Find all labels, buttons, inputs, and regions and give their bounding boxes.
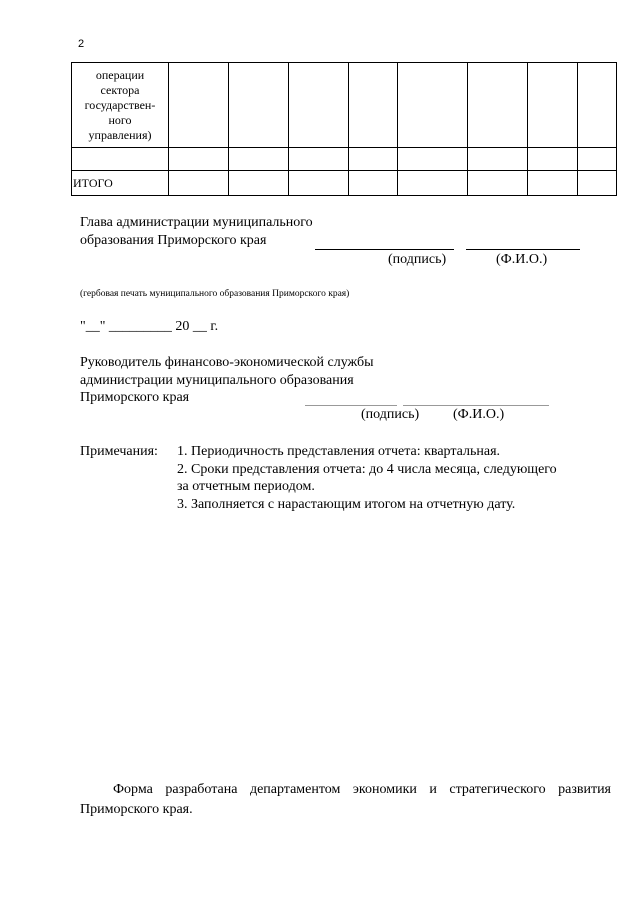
table-cell — [578, 171, 617, 196]
head-name-caption: (Ф.И.О.) — [496, 252, 548, 267]
note-item-3: 3. Заполняется с нарастающим итогом на отчетную дату. — [177, 497, 516, 512]
table-cell — [468, 63, 528, 148]
table-cell — [468, 148, 528, 171]
op-label-line: управления) — [88, 127, 152, 142]
table-cell — [349, 148, 398, 171]
head-signature-line — [315, 249, 454, 250]
head-name-line — [466, 249, 580, 250]
finance-signature-line — [305, 405, 397, 406]
table-row — [72, 63, 617, 148]
table-cell — [528, 148, 578, 171]
table-row-total — [72, 171, 617, 196]
op-label-cell — [72, 63, 169, 148]
page-number: 2 — [78, 38, 85, 50]
table-cell — [528, 63, 578, 148]
footer-text: Форма разработана департаментом экономики и стратегического развития Приморского края. — [80, 782, 611, 817]
table-cell — [289, 148, 349, 171]
table-cell — [72, 148, 169, 171]
table-cell — [578, 63, 617, 148]
table-cell — [398, 63, 468, 148]
table-cell — [398, 171, 468, 196]
op-label-line: операции — [95, 67, 145, 82]
finance-name-line — [403, 405, 549, 406]
head-title-line1: Глава администрации муниципального — [80, 215, 313, 230]
head-signature-caption: (подпись) — [388, 252, 447, 267]
table-cell — [169, 148, 229, 171]
table-cell — [528, 171, 578, 196]
table-row — [72, 148, 617, 171]
table-cell — [349, 171, 398, 196]
finance-title-line1: Руководитель финансово-экономической службы — [80, 355, 374, 370]
seal-note: (гербовая печать муниципального образования Приморского края) — [80, 289, 350, 299]
table-cell — [169, 171, 229, 196]
finance-signature-caption: (подпись) — [361, 407, 420, 422]
finance-title-line2: администрации муниципального образования — [80, 373, 354, 388]
op-label-line: сектора — [100, 82, 140, 97]
notes-label: Примечания: — [80, 444, 158, 459]
table-cell — [229, 148, 289, 171]
finance-name-caption: (Ф.И.О.) — [453, 407, 505, 422]
table-cell — [289, 63, 349, 148]
table-cell — [578, 148, 617, 171]
note-item-2-line2: за отчетным периодом. — [177, 479, 315, 494]
table-cell — [468, 171, 528, 196]
note-item-2-line1: 2. Сроки представления отчета: до 4 числа месяца, следующего — [177, 462, 557, 477]
op-label-line: ного — [108, 112, 132, 127]
note-item-1: 1. Периодичность представления отчета: квартальная. — [177, 444, 501, 459]
report-table — [71, 62, 617, 196]
head-title-line2: образования Приморского края — [80, 233, 267, 248]
table-cell — [349, 63, 398, 148]
finance-title-line3: Приморского края — [80, 390, 190, 405]
date-line: "__" _________ 20 __ г. — [80, 319, 219, 334]
table-cell — [229, 63, 289, 148]
total-label: ИТОГО — [72, 171, 169, 196]
table-cell — [229, 171, 289, 196]
op-label-line: государствен- — [84, 97, 156, 112]
table-cell — [169, 63, 229, 148]
table-cell — [289, 171, 349, 196]
table-cell — [398, 148, 468, 171]
